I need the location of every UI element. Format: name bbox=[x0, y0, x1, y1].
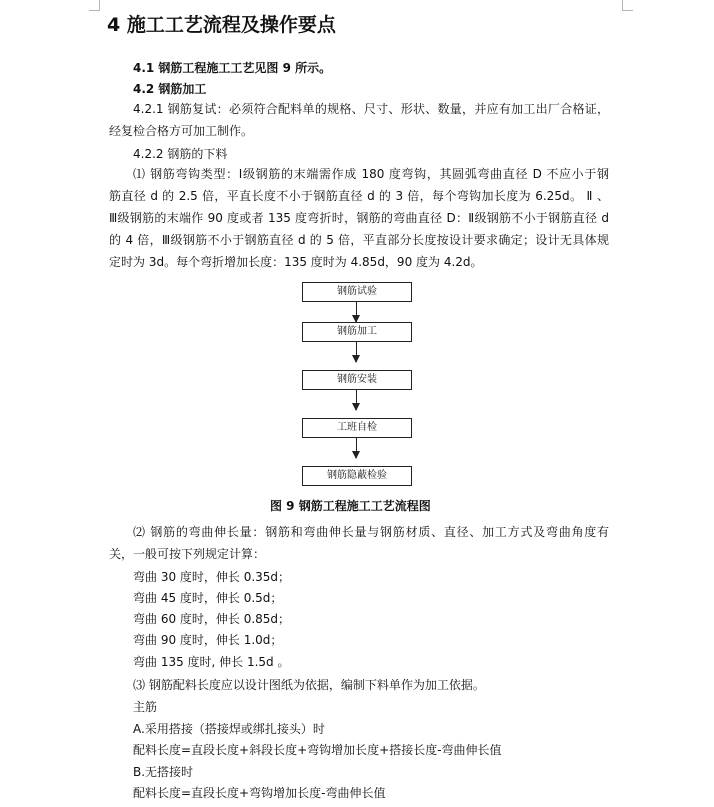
case-a-formula: 配料长度=直段长度+斜段长度+弯钩增加长度+搭接长度-弯曲伸长值 bbox=[133, 743, 502, 757]
page-corner-mark-right bbox=[622, 0, 633, 11]
bend-rule-90: 弯曲 90 度时，伸长 1.0d； bbox=[133, 633, 283, 647]
bend-rule-135: 弯曲 135 度时, 伸长 1.5d 。 bbox=[133, 655, 290, 669]
flow-arrow-icon bbox=[356, 390, 357, 410]
paragraph-line: Ⅲ级钢筋的末端作 90 度或者 135 度弯折时，钢筋的弯曲直径 D：Ⅱ级钢筋不小于钢筋直径 d bbox=[109, 211, 609, 225]
flow-step-rebar-processing: 钢筋加工 bbox=[302, 322, 412, 342]
figure-caption: 图 9 钢筋工程施工工艺流程图 bbox=[270, 499, 431, 513]
paragraph-4-2-1 bbox=[109, 101, 609, 145]
bend-rule-30: 弯曲 30 度时，伸长 0.35d； bbox=[133, 570, 291, 584]
paragraph-line: 定时为 3d。每个弯折增加长度：135 度时为 4.85d，90 度为 4.2d。 bbox=[109, 255, 483, 269]
case-b-label: B.无搭接时 bbox=[133, 765, 194, 779]
flow-arrow-icon bbox=[356, 302, 357, 322]
flow-step-concealed-inspection: 钢筋隐蔽检验 bbox=[302, 466, 412, 486]
paragraph-line: 4.2.1 钢筋复试：必须符合配料单的规格、尺寸、形状、数量，并应有加工出厂合格证， bbox=[133, 102, 609, 116]
subsection-4-1: 4.1 钢筋工程施工工艺见图 9 所示。 bbox=[133, 61, 332, 75]
flow-step-self-inspection: 工班自检 bbox=[302, 418, 412, 438]
paragraph-line: 关，一般可按下列规定计算： bbox=[109, 547, 266, 561]
page-corner-mark-left bbox=[89, 0, 100, 11]
paragraph-line: 的 4 倍，Ⅲ级钢筋不小于钢筋直径 d 的 5 倍，平直部分长度按设计要求确定；设计无具体规 bbox=[109, 233, 609, 247]
section-title: 4 施工工艺流程及操作要点 bbox=[107, 14, 336, 36]
case-a-label: A.采用搭接（搭接焊或绑扎接头）时 bbox=[133, 722, 325, 736]
paragraph-line: 筋直径 d 的 2.5 倍，平直长度不小于钢筋直径 d 的 3 倍，每个弯钩加长度为 6.25d。 Ⅱ 、 bbox=[109, 189, 609, 203]
subsection-4-2-2: 4.2.2 钢筋的下料 bbox=[133, 147, 228, 161]
paragraph-bend-elongation bbox=[109, 524, 609, 568]
flow-arrow-icon bbox=[356, 342, 357, 362]
paragraph-cutting-length: ⑶ 钢筋配料长度应以设计图纸为依据，编制下料单作为加工依据。 bbox=[133, 678, 485, 692]
main-rebar-heading: 主筋 bbox=[133, 700, 158, 714]
paragraph-line: ⑴ 钢筋弯钩类型：Ⅰ级钢筋的末端需作成 180 度弯钩，其圆弧弯曲直径 D 不应小于钢 bbox=[133, 167, 609, 181]
flow-step-rebar-installation: 钢筋安装 bbox=[302, 370, 412, 390]
subsection-4-2: 4.2 钢筋加工 bbox=[133, 82, 207, 96]
bend-rule-45: 弯曲 45 度时，伸长 0.5d； bbox=[133, 591, 283, 605]
paragraph-hook-types bbox=[109, 166, 609, 276]
paragraph-line: ⑵ 钢筋的弯曲伸长量：钢筋和弯曲伸长量与钢筋材质、直径、加工方式及弯曲角度有 bbox=[133, 525, 609, 539]
flow-step-rebar-test: 钢筋试验 bbox=[302, 282, 412, 302]
bend-rule-60: 弯曲 60 度时，伸长 0.85d； bbox=[133, 612, 291, 626]
flow-arrow-icon bbox=[356, 438, 357, 458]
case-b-formula: 配料长度=直段长度+弯钩增加长度-弯曲伸长值 bbox=[133, 786, 386, 800]
paragraph-line: 经复检合格方可加工制作。 bbox=[109, 124, 254, 138]
